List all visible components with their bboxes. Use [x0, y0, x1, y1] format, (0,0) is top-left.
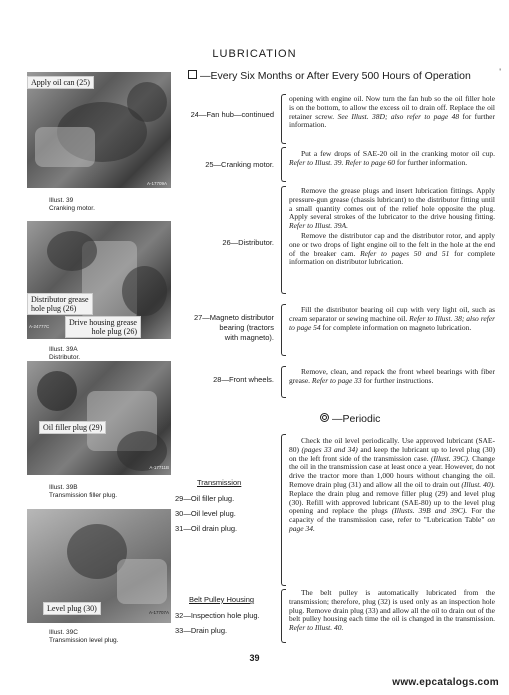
item-27-line-1: 27—Magneto distributor	[193, 313, 274, 322]
figure-39a-callout-3: Drive housing grease	[69, 318, 137, 327]
brace-belt-pulley	[281, 589, 286, 643]
item-28-label: 28—Front wheels.	[213, 375, 274, 384]
para-fan-hub	[289, 95, 495, 130]
item-25-label: 25—Cranking motor.	[205, 160, 274, 169]
wheels-ref: Refer to page 33	[311, 375, 362, 385]
figure-39a-callout-1: Distributor grease	[31, 295, 89, 304]
brace-24	[281, 94, 286, 144]
fan-hub-ref: See Illust. 38D; also refer to page 48	[337, 111, 460, 121]
item-24-label: 24—Fan hub—continued	[190, 110, 274, 119]
distributor-text-2: Remove the distributor cap and the distributor rotor, and apply one or two drops of light engine oil to the felt in the hole at the end of the breaker cam.	[289, 230, 495, 258]
fan-hub-text: opening with engine oil. Now turn the fan hub so the oil filler hole is on the bottom, to allow the excess oil to drain off. Replace the oil retainer screw.	[289, 94, 495, 121]
belt-pulley-heading-text: Belt Pulley Housing	[189, 595, 255, 604]
transmission-text-i: For the capacity of the transmission case, refer to "Lubrication Table"	[289, 506, 496, 525]
figure-39c-code: A-17707A	[148, 610, 169, 615]
brace-27	[281, 304, 286, 356]
figure-39a-callout-4: hole plug (26)	[91, 327, 137, 336]
belt-pulley-heading	[189, 595, 254, 605]
figure-39-caption-2: Cranking motor.	[49, 205, 95, 212]
wheels-text: Remove, clean, and repack the front wheel bearings with fiber grease.	[289, 367, 495, 385]
figure-39-caption	[27, 197, 149, 213]
item-31-label: 31—Oil drain plug.	[175, 524, 238, 533]
para-cranking	[289, 150, 495, 168]
figure-39a-caption	[27, 346, 149, 362]
figure-39a-callout-2: hole plug (26)	[31, 304, 77, 313]
transmission-heading-text: Transmission	[197, 478, 242, 487]
brace-transmission	[281, 434, 286, 586]
distributor-text-1: Remove the grease plugs and insert lubrication fittings. Apply pressure-gun grease (chassis lubricant) to the distributor fitting until a small quantity comes out of the relief hole opposite the plug. Apply several strokes of the lubricator to the drive housing fitting.	[289, 186, 495, 222]
transmission-text-g: Replace the drain plug and remove filler plug (29) and level plug (30). Refill with approved lubricant (SAE-80) up to the level plug opening and replace the plugs	[289, 488, 495, 516]
figure-39-callout: Apply oil can (25)	[27, 76, 94, 89]
magneto-ref: Refer to Illust. 38; also refer to page 54	[289, 313, 496, 332]
transmission-text-c: and keep the lubricant up to level plug (30) on the left front side of the transmission case.	[289, 444, 495, 463]
para-belt-pulley	[289, 589, 495, 633]
page-number: 39	[249, 653, 260, 663]
para-distributor	[289, 187, 495, 267]
figure-39c-caption-1: Illust. 39C	[49, 629, 78, 636]
fan-hub-tail: for further information.	[289, 111, 496, 130]
watermark[interactable]: www.epcatalogs.com	[392, 677, 499, 688]
belt-pulley-ref: Refer to Illust. 40.	[289, 623, 344, 633]
corner-mark: '	[499, 67, 501, 77]
magneto-tail: for complete information on magneto lubrication.	[322, 322, 472, 332]
figure-39a-caption-2: Distributor.	[49, 354, 81, 361]
cranking-tail: for further information.	[396, 157, 468, 167]
figure-39c-photo	[27, 509, 171, 623]
cranking-ref: Refer to Illust. 39. Refer to page 60	[289, 157, 396, 167]
figure-39a-callout-bottom	[65, 316, 141, 338]
figure-39a-code: A-24777C	[29, 324, 50, 329]
brace-25	[281, 147, 286, 182]
figure-39-code: A-17709A	[146, 181, 167, 186]
item-27-line-2: bearing (tractors	[219, 323, 274, 332]
section-heading	[188, 70, 471, 82]
para-magneto	[289, 306, 495, 332]
figure-39-photo	[27, 72, 171, 188]
transmission-ref-j: on page 34.	[289, 515, 496, 533]
periodic-heading	[320, 413, 380, 425]
figure-39b-caption	[27, 484, 149, 500]
figure-39b-photo	[27, 361, 171, 475]
brace-26	[281, 186, 286, 294]
item-32-label: 32—Inspection hole plug.	[175, 611, 260, 620]
para-front-wheels	[289, 368, 495, 386]
brace-28	[281, 366, 286, 398]
double-circle-bullet-icon	[320, 413, 329, 422]
transmission-ref-d: (Illust. 39C).	[430, 453, 470, 463]
figure-39c-caption	[27, 629, 149, 645]
transmission-ref-h: (Illusts. 39B and 39C).	[391, 506, 468, 516]
distributor-ref-2: Refer to pages 50 and 51	[360, 248, 450, 258]
transmission-ref-b: (pages 33 and 34)	[301, 444, 358, 454]
item-26-label: 26—Distributor.	[222, 238, 274, 247]
figure-39a-callout-top	[27, 293, 93, 315]
transmission-text-e: Change the oil in the transmission case at least once a year. However, do not drive the tractor more than 1,000 hours without changing the oil. Remove drain plug (31) and allow all the oil to drain out	[289, 453, 496, 489]
wheels-tail: for further instructions.	[363, 375, 434, 385]
figure-39c-caption-2: Transmission level plug.	[49, 637, 119, 644]
figure-39b-callout: Oil filler plug (29)	[39, 421, 106, 434]
item-30-label: 30—Oil level plug.	[175, 509, 236, 518]
figure-39c-callout: Level plug (30)	[43, 602, 101, 615]
item-27-label	[194, 313, 274, 343]
cranking-text: Put a few drops of SAE-20 oil in the cranking motor oil cup.	[301, 149, 495, 158]
item-33-label: 33—Drain plug.	[175, 626, 228, 635]
transmission-heading	[197, 478, 241, 488]
transmission-ref-f: (Illust. 40).	[461, 479, 495, 489]
periodic-heading-text: —Periodic	[332, 413, 381, 425]
belt-pulley-text: The belt pulley is automatically lubricated from the transmission; therefore, plug (32) is used only as an inspection hole plug. Remove drain plug (33) and allow all the oil to drain out of the belt pulley housing each time the oil is changed in the transmission.	[289, 588, 495, 624]
figure-39b-caption-1: Illust. 39B	[49, 484, 78, 491]
distributor-tail-2: for complete information on distributor lubrication.	[289, 248, 496, 267]
figure-39b-caption-2: Transmission filler plug.	[49, 492, 118, 499]
figure-39b-code: A-17711B	[149, 465, 169, 470]
page-title: LUBRICATION	[212, 48, 297, 60]
figure-39a-caption-1: Illust. 39A	[49, 346, 78, 353]
item-27-line-3: with magneto).	[224, 333, 274, 342]
item-29-label: 29—Oil filler plug.	[175, 494, 235, 503]
square-bullet-icon	[188, 70, 197, 79]
para-transmission	[289, 437, 495, 534]
figure-39-caption-1: Illust. 39	[49, 197, 74, 204]
magneto-text: Fill the distributor bearing oil cup with very light oil, such as cream separator or sewing machine oil.	[289, 305, 495, 323]
section-heading-text: —Every Six Months or After Every 500 Hours of Operation	[200, 70, 471, 82]
figure-39a-photo	[27, 221, 171, 339]
transmission-text-a: Check the oil level periodically. Use approved lubricant (SAE-80)	[289, 436, 495, 454]
distributor-ref-1: Refer to Illust. 39A.	[289, 221, 348, 231]
